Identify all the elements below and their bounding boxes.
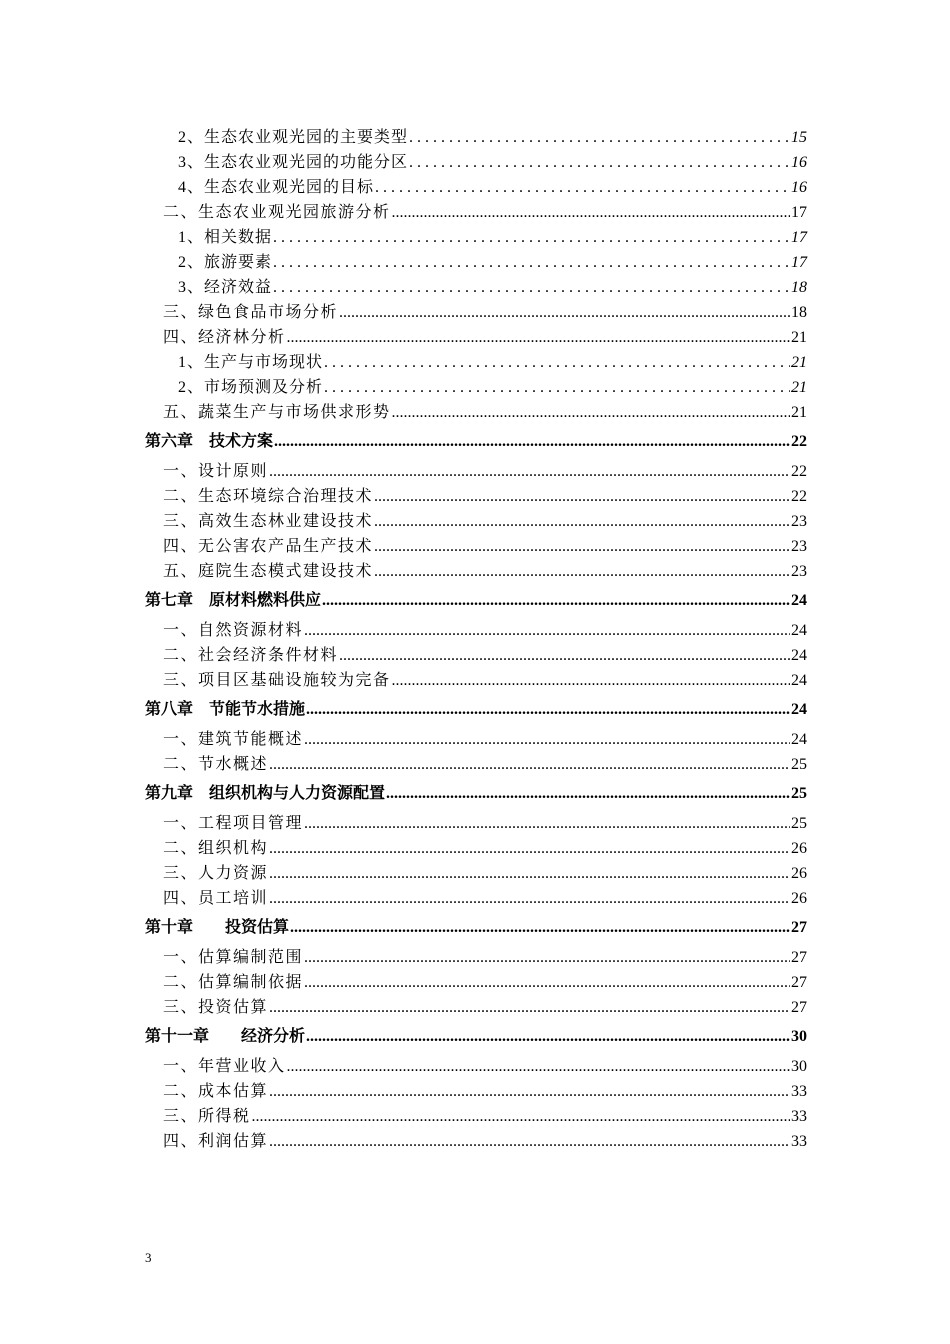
toc-entry-page: 25 (791, 785, 807, 802)
toc-dot-leader (269, 1129, 790, 1154)
toc-dot-leader (269, 836, 790, 861)
toc-entry-title: 2、市场预测及分析 (178, 379, 324, 396)
toc-subsection-entry[interactable] (145, 175, 807, 200)
toc-entry-title: 一、设计原则 (163, 463, 269, 480)
toc-entry-title: 一、估算编制范围 (163, 949, 304, 966)
toc-entry-title: 二、社会经济条件材料 (163, 647, 339, 664)
toc-dot-leader (392, 400, 790, 425)
toc-section-entry[interactable] (145, 668, 807, 693)
toc-section-entry[interactable] (145, 1054, 807, 1079)
toc-section-entry[interactable] (145, 1079, 807, 1104)
toc-entry-page: 25 (791, 815, 807, 832)
toc-section-entry[interactable] (145, 727, 807, 752)
page-number: 3 (145, 1250, 152, 1265)
toc-entry-title: 第九章 组织机构与人力资源配置 (145, 785, 386, 802)
toc-entry-page: 24 (791, 592, 807, 609)
toc-entry-page: 18 (791, 304, 807, 321)
toc-entry-title: 三、投资估算 (163, 999, 269, 1016)
toc-section-entry[interactable] (145, 400, 807, 425)
toc-entry-title: 四、无公害农产品生产技术 (163, 538, 374, 555)
toc-dot-leader (273, 250, 790, 275)
toc-entry-page: 30 (791, 1058, 807, 1075)
toc-dot-leader (287, 325, 790, 350)
toc-section-entry[interactable] (145, 1129, 807, 1154)
toc-entry-title: 三、绿色食品市场分析 (163, 304, 339, 321)
toc-dot-leader (273, 225, 790, 250)
toc-dot-leader (304, 945, 790, 970)
toc-subsection-entry[interactable] (145, 350, 807, 375)
toc-entry-title: 第七章 原材料燃料供应 (145, 592, 322, 609)
toc-entry-title: 三、所得税 (163, 1108, 251, 1125)
toc-section-entry[interactable] (145, 534, 807, 559)
toc-entry-title: 2、旅游要素 (178, 254, 273, 271)
toc-dot-leader (322, 584, 790, 618)
toc-dot-leader (324, 350, 790, 375)
toc-dot-leader (374, 484, 790, 509)
toc-subsection-entry[interactable] (145, 250, 807, 275)
toc-section-entry[interactable] (145, 1104, 807, 1129)
toc-entry-page: 30 (791, 1028, 807, 1045)
toc-entry-page: 26 (791, 840, 807, 857)
toc-dot-leader (252, 1104, 790, 1129)
toc-subsection-entry[interactable] (145, 125, 807, 150)
toc-dot-leader (306, 693, 790, 727)
toc-dot-leader (304, 727, 790, 752)
toc-subsection-entry[interactable] (145, 225, 807, 250)
toc-entry-title: 二、组织机构 (163, 840, 269, 857)
toc-entry-page: 21 (791, 329, 807, 346)
toc-entry-title: 一、工程项目管理 (163, 815, 304, 832)
toc-subsection-entry[interactable] (145, 275, 807, 300)
toc-entry-title: 一、自然资源材料 (163, 622, 304, 639)
toc-section-entry[interactable] (145, 325, 807, 350)
toc-entry-title: 三、高效生态林业建设技术 (163, 513, 374, 530)
toc-entry-title: 3、生态农业观光园的功能分区 (178, 154, 409, 171)
toc-entry-page: 24 (791, 647, 807, 664)
toc-dot-leader (304, 618, 790, 643)
toc-entry-title: 四、利润估算 (163, 1133, 269, 1150)
toc-entry-page: 22 (791, 488, 807, 505)
toc-entry-title: 第十章 投资估算 (145, 919, 290, 936)
toc-section-entry[interactable] (145, 459, 807, 484)
toc-entry-page: 15 (791, 129, 807, 146)
toc-section-entry[interactable] (145, 970, 807, 995)
toc-dot-leader (392, 668, 790, 693)
toc-chapter-entry[interactable] (145, 911, 807, 945)
toc-subsection-entry[interactable] (145, 150, 807, 175)
toc-entry-page: 24 (791, 672, 807, 689)
toc-entry-title: 第十一章 经济分析 (145, 1028, 306, 1045)
toc-entry-title: 2、生态农业观光园的主要类型 (178, 129, 409, 146)
toc-dot-leader (290, 911, 790, 945)
toc-section-entry[interactable] (145, 509, 807, 534)
toc-dot-leader (274, 425, 790, 459)
toc-entry-page: 23 (791, 538, 807, 555)
toc-dot-leader (306, 1020, 790, 1054)
toc-dot-leader (375, 175, 790, 200)
toc-entry-page: 17 (791, 204, 807, 221)
toc-section-entry[interactable] (145, 559, 807, 584)
toc-dot-leader (269, 459, 790, 484)
toc-entry-page: 24 (791, 622, 807, 639)
toc-entry-page: 26 (791, 865, 807, 882)
toc-dot-leader (374, 509, 790, 534)
toc-entry-title: 一、年营业收入 (163, 1058, 286, 1075)
toc-entry-title: 五、庭院生态模式建设技术 (163, 563, 374, 580)
toc-entry-title: 二、估算编制依据 (163, 974, 304, 991)
toc-chapter-entry[interactable] (145, 425, 807, 459)
toc-dot-leader (324, 375, 790, 400)
toc-entry-title: 五、蔬菜生产与市场供求形势 (163, 404, 391, 421)
toc-entry-page: 27 (791, 949, 807, 966)
toc-entry-page: 27 (791, 974, 807, 991)
toc-entry-page: 23 (791, 513, 807, 530)
toc-entry-page: 18 (791, 279, 807, 296)
toc-entry-title: 一、建筑节能概述 (163, 731, 304, 748)
toc-entry-page: 23 (791, 563, 807, 580)
toc-entry-page: 21 (791, 379, 807, 396)
toc-entry-page: 33 (791, 1133, 807, 1150)
toc-entry-page: 27 (791, 919, 807, 936)
toc-dot-leader (304, 811, 790, 836)
toc-dot-leader (409, 150, 790, 175)
toc-entry-page: 22 (791, 433, 807, 450)
toc-entry-page: 25 (791, 756, 807, 773)
toc-section-entry[interactable] (145, 618, 807, 643)
toc-section-entry[interactable] (145, 861, 807, 886)
toc-entry-title: 二、生态农业观光园旅游分析 (163, 204, 391, 221)
toc-section-entry[interactable] (145, 484, 807, 509)
toc-dot-leader (374, 559, 790, 584)
toc-entry-title: 二、生态环境综合治理技术 (163, 488, 374, 505)
toc-entry-page: 17 (791, 229, 807, 246)
toc-entry-title: 第六章 技术方案 (145, 433, 274, 450)
toc-entry-page: 16 (791, 154, 807, 171)
toc-entry-title: 三、人力资源 (163, 865, 269, 882)
toc-entry-page: 21 (791, 354, 807, 371)
toc-dot-leader (269, 886, 790, 911)
toc-entry-page: 22 (791, 463, 807, 480)
toc-entry-page: 24 (791, 731, 807, 748)
toc-entry-page: 33 (791, 1108, 807, 1125)
toc-chapter-entry[interactable] (145, 693, 807, 727)
toc-dot-leader (304, 970, 790, 995)
toc-section-entry[interactable] (145, 945, 807, 970)
toc-dot-leader (269, 1079, 790, 1104)
toc-entry-page: 21 (791, 404, 807, 421)
toc-section-entry[interactable] (145, 200, 807, 225)
toc-entry-page: 24 (791, 701, 807, 718)
toc-entry-page: 27 (791, 999, 807, 1016)
toc-entry-title: 3、经济效益 (178, 279, 273, 296)
toc-dot-leader (269, 995, 790, 1020)
toc-section-entry[interactable] (145, 752, 807, 777)
toc-dot-leader (273, 275, 790, 300)
toc-chapter-entry[interactable] (145, 1020, 807, 1054)
toc-chapter-entry[interactable] (145, 584, 807, 618)
toc-entry-title: 四、员工培训 (163, 890, 269, 907)
toc-dot-leader (392, 200, 790, 225)
toc-entry-page: 17 (791, 254, 807, 271)
toc-dot-leader (269, 861, 790, 886)
toc-entry-title: 1、相关数据 (178, 229, 273, 246)
toc-dot-leader (339, 300, 790, 325)
toc-section-entry[interactable] (145, 836, 807, 861)
toc-entry-page: 33 (791, 1083, 807, 1100)
toc-dot-leader (339, 643, 790, 668)
toc-section-entry[interactable] (145, 886, 807, 911)
toc-section-entry[interactable] (145, 300, 807, 325)
toc-dot-leader (269, 752, 790, 777)
toc-dot-leader (374, 534, 790, 559)
toc-dot-leader (386, 777, 790, 811)
toc-entry-title: 二、成本估算 (163, 1083, 269, 1100)
toc-entry-title: 第八章 节能节水措施 (145, 701, 306, 718)
toc-subsection-entry[interactable] (145, 375, 807, 400)
toc-dot-leader (409, 125, 790, 150)
table-of-contents (145, 125, 807, 1154)
toc-entry-page: 16 (791, 179, 807, 196)
toc-section-entry[interactable] (145, 811, 807, 836)
toc-entry-title: 三、项目区基础设施较为完备 (163, 672, 391, 689)
toc-chapter-entry[interactable] (145, 777, 807, 811)
toc-entry-page: 26 (791, 890, 807, 907)
toc-entry-title: 四、经济林分析 (163, 329, 286, 346)
toc-entry-title: 4、生态农业观光园的目标 (178, 179, 375, 196)
toc-section-entry[interactable] (145, 643, 807, 668)
toc-entry-title: 1、生产与市场现状 (178, 354, 324, 371)
toc-section-entry[interactable] (145, 995, 807, 1020)
toc-dot-leader (287, 1054, 790, 1079)
toc-entry-title: 二、节水概述 (163, 756, 269, 773)
